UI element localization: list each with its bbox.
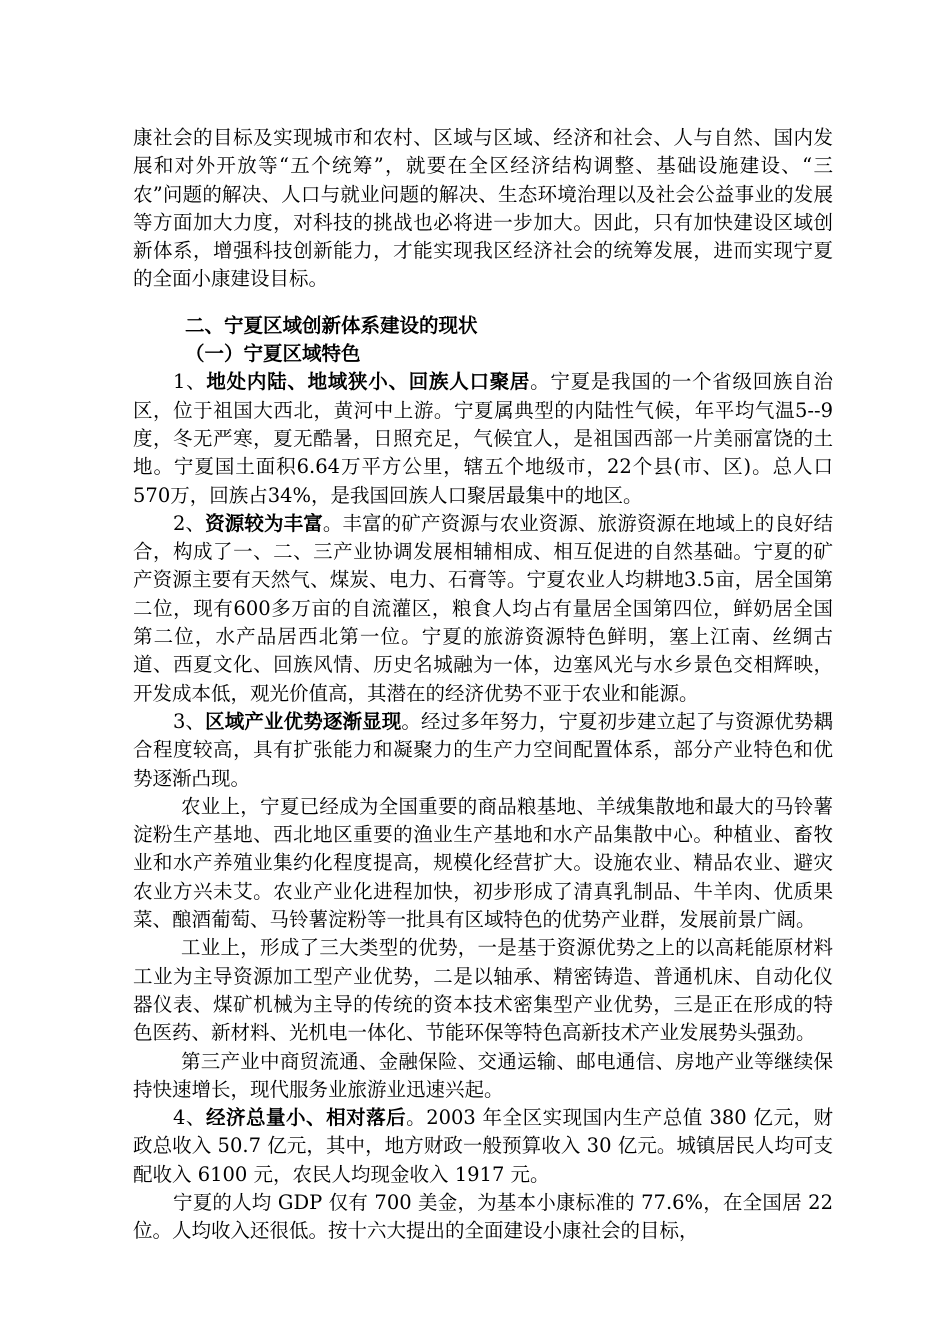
item-4-number: 4、 (173, 1106, 206, 1130)
item-2-number: 2、 (173, 511, 206, 535)
item-3-paragraph (133, 708, 833, 793)
item-1-paragraph (133, 368, 833, 509)
item-4-text: 。2003 年全区实现国内生产总值 380 亿元，财政总收入 50.7 亿元，其中，地方财政一般预算收入 30 亿元。城镇居民人均可支配收入 6100 元，农民人均现金收入 1917 元。 (133, 1106, 833, 1186)
subsection-heading: （一）宁夏区域特色 (185, 342, 361, 366)
gdp-paragraph: 宁夏的人均 GDP 仅有 700 美金，为基本小康标准的 77.6%，在全国居 22 位。人均收入还很低。按十六大提出的全面建设小康社会的目标， (133, 1190, 833, 1243)
tertiary-paragraph: 第三产业中商贸流通、金融保险、交通运输、邮电通信、房地产业等继续保持快速增长，现代服务业旅游业迅速兴起。 (133, 1049, 833, 1101)
item-3-keyword: 区域产业优势逐渐显现 (205, 709, 402, 733)
item-2-paragraph (133, 510, 833, 708)
item-1-number: 1、 (173, 370, 207, 394)
industry-paragraph: 工业上，形成了三大类型的优势，一是基于资源优势之上的以高耗能原材料工业为主导资源加工型产业优势，二是以轴承、精密铸造、普通机床、自动化仪器仪表、煤矿机械为主导的传统的资本技术密集型产业优势，三是正在形成的特色医药、新材料、光机电一体化、节能环保等特色高新技术产业发展势头强劲。 (133, 936, 833, 1045)
document-page (133, 124, 833, 1246)
item-3-text: 。经过多年努力，宁夏初步建立起了与资源优势耦合程度较高，具有扩张能力和凝聚力的生产力空间配置体系，部分产业特色和优势逐渐凸现。 (133, 709, 833, 790)
intro-paragraph: 康社会的目标及实现城市和农村、区域与区域、经济和社会、人与自然、国内发展和对外开放等“五个统筹”，就要在全区经济结构调整、基础设施建设、“三农”问题的解决、人口与就业问题的解决、生态环境治理以及社会公益事业的发展等方面加大力度，对科技的挑战也必将进一步加大。因此，只有加快建设区域创新体系，增强科技创新能力，才能实现我区经济社会的统筹发展，进而实现宁夏的全面小康建设目标。 (133, 126, 833, 291)
item-3-number: 3、 (173, 709, 206, 733)
item-1-text: 。宁夏是我国的一个省级回族自治区，位于祖国大西北，黄河中上游。宁夏属典型的内陆性气候，年平均气温5--9 度，冬无严寒，夏无酷暑，日照充足，气候宜人，是祖国西部一片美丽富饶的土地。宁夏国土面积6.64万平方公里，辖五个地级市，22个县(市、区)。总人口570万，回族占34%，是我国回族人口聚居最集中的地区。 (133, 370, 833, 507)
item-4-keyword: 经济总量小、相对落后 (205, 1106, 407, 1130)
item-4-paragraph (133, 1104, 833, 1189)
item-1-keyword: 地处内陆、地域狭小、回族人口聚居 (206, 370, 531, 394)
item-2-keyword: 资源较为丰富 (205, 511, 323, 535)
item-2-text: 。丰富的矿产资源与农业资源、旅游资源在地域上的良好结合，构成了一、二、三产业协调发展相辅相成、相互促进的自然基础。宁夏的矿产资源主要有天然气、煤炭、电力、石膏等。宁夏农业人均耕地3.5亩，居全国第二位，现有600多万亩的自流灌区，粮食人均占有量居全国第四位，鲜奶居全国第二位，水产品居西北第一位。宁夏的旅游资源特色鲜明，塞上江南、丝绸古道、西夏文化、回族风情、历史名城融为一体，边塞风光与水乡景色交相辉映，开发成本低，观光价值高，其潜在的经济优势不亚于农业和能源。 (133, 511, 833, 705)
section-heading: 二、宁夏区域创新体系建设的现状 (185, 313, 478, 337)
agriculture-paragraph: 农业上，宁夏已经成为全国重要的商品粮基地、羊绒集散地和最大的马铃薯淀粉生产基地、西北地区重要的渔业生产基地和水产品集散中心。种植业、畜牧业和水产养殖业集约化程度提高，规模化经营扩大。设施农业、精品农业、避灾农业方兴未艾。农业产业化进程加快，初步形成了清真乳制品、牛羊肉、优质果菜、酿酒葡萄、马铃薯淀粉等一批具有区域特色的优势产业群，发展前景广阔。 (133, 794, 833, 932)
